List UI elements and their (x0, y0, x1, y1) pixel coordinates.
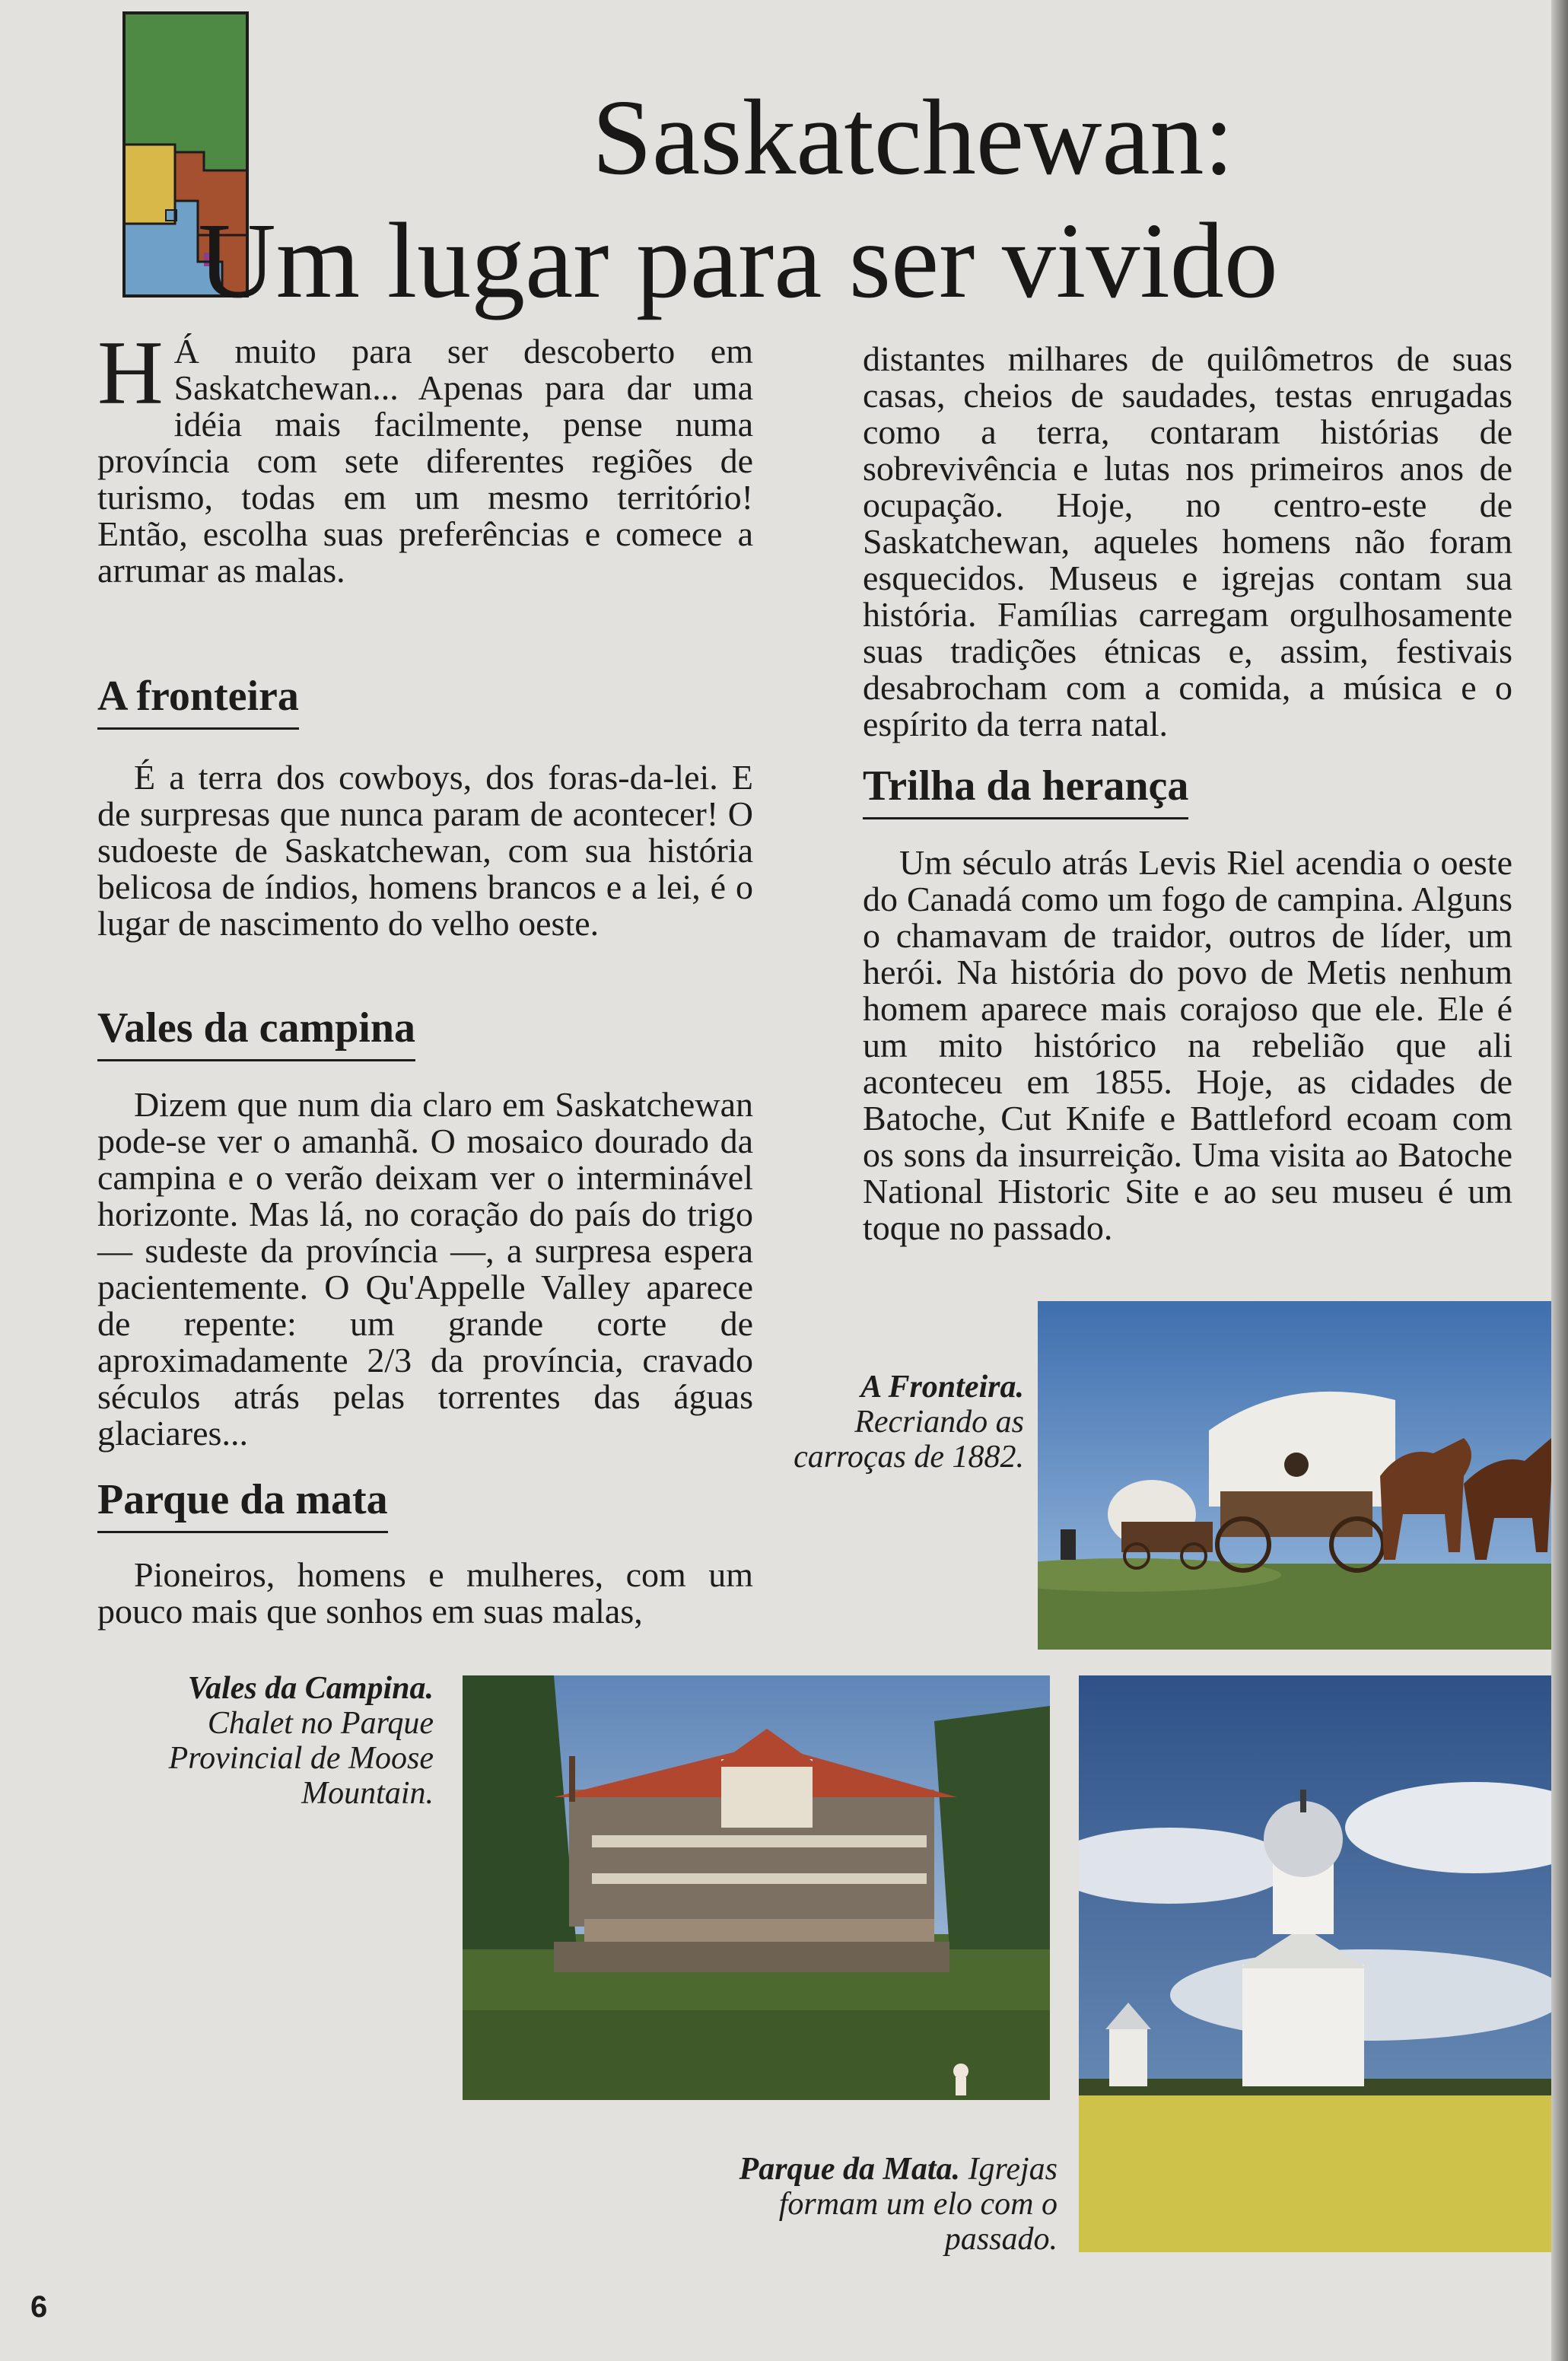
caption-fronteira-title: A Fronteira. (860, 1370, 1024, 1405)
caption-fronteira (791, 1370, 1024, 1475)
section-parque-continued (863, 341, 1512, 743)
photo-covered-wagons (1038, 1301, 1568, 1650)
photo-church (1079, 1675, 1568, 2252)
section-fronteira-text: É a terra dos cowboys, dos foras-da-lei. E de surpresas que nunca param de acontecer! O sudoeste de Saskatchewan, com sua história belicosa de índios, homens brancos e a lei, é o lugar de nascimento do velho oeste. (97, 758, 753, 943)
section-fronteira (97, 759, 753, 942)
binding-edge (1551, 0, 1568, 2361)
caption-vales-text: Chalet no Parque Provincial de Moose Mountain. (168, 1706, 434, 1811)
caption-vales (160, 1671, 434, 1811)
drop-cap: H (97, 322, 164, 423)
section-parque-continued-text: distantes milhares de quilômetros de suas casas, cheios de saudades, testas enrugadas como a terra, contaram histórias de sobrevivência e lutas nos primeiros anos de ocupação. Hoje, no centro-este de Saskatchewan, aqueles homens não foram esquecidos. Museus e igrejas contam sua história. Famílias carregam orgulhosamente suas tradições étnicas e, assim, festivais desabrocham com a comida, a música e o espírito da terra natal. (863, 339, 1512, 743)
intro-text: Á muito para ser descoberto em Saskatchewan... Apenas para dar uma idéia mais facilmente, pense numa província com sete diferentes regiões de turismo, todas em um mesmo território! Então, escolha suas preferências e comece a arrumar as malas. (97, 332, 753, 590)
caption-parque (708, 2152, 1058, 2257)
section-parque (97, 1557, 753, 1630)
section-trilha-text: Um século atrás Levis Riel acendia o oeste do Canadá como um fogo de campina. Alguns o chamavam de traidor, outros de líder, um herói. Na história do povo de Metis nenhum homem aparece mais corajoso que ele. Ele é um mito histórico na rebelião que ali aconteceu em 1855. Hoje, as cidades de Batoche, Cut Knife e Battleford ecoam com os sons da insurreição. Uma visita ao Batoche National Historic Site e ao seu museu é um toque no passado. (863, 843, 1512, 1247)
section-heading-vales: Vales da campina (97, 1001, 415, 1061)
section-trilha (863, 845, 1512, 1246)
section-heading-fronteira: A fronteira (97, 670, 299, 730)
section-heading-trilha: Trilha da herança (863, 759, 1188, 819)
page-title-line1: Saskatchewan: (592, 77, 1234, 197)
caption-fronteira-text: Recriando as carroças de 1882. (794, 1405, 1024, 1475)
section-vales-text: Dizem que num dia claro em Saskatchewan pode-se ver o amanhã. O mosaico dourado da campina e o verão deixam ver o interminável horizonte. Mas lá, no coração do país do trigo — sudeste da província —, a surpresa espera pacientemente. O Qu'Appelle Valley aparece de repente: um grande corte de aproximadamente 2/3 da província, cravado séculos atrás pelas torrentes das águas glaciares... (97, 1085, 753, 1453)
caption-parque-title: Parque da Mata. (739, 2152, 961, 2187)
section-parque-text: Pioneiros, homens e mulheres, com um pouco mais que sonhos em suas malas, (97, 1555, 753, 1631)
photo-chalet (463, 1675, 1050, 2100)
section-heading-parque: Parque da mata (97, 1473, 388, 1533)
section-vales (97, 1087, 753, 1452)
page-title-line2: Um lugar para ser vivido (198, 200, 1278, 320)
caption-parque-text: Igrejas formam um elo com o passado. (778, 2152, 1058, 2257)
page-number: 6 (30, 2290, 48, 2324)
intro-paragraph (97, 322, 753, 590)
caption-vales-title: Vales da Campina. (187, 1671, 434, 1706)
